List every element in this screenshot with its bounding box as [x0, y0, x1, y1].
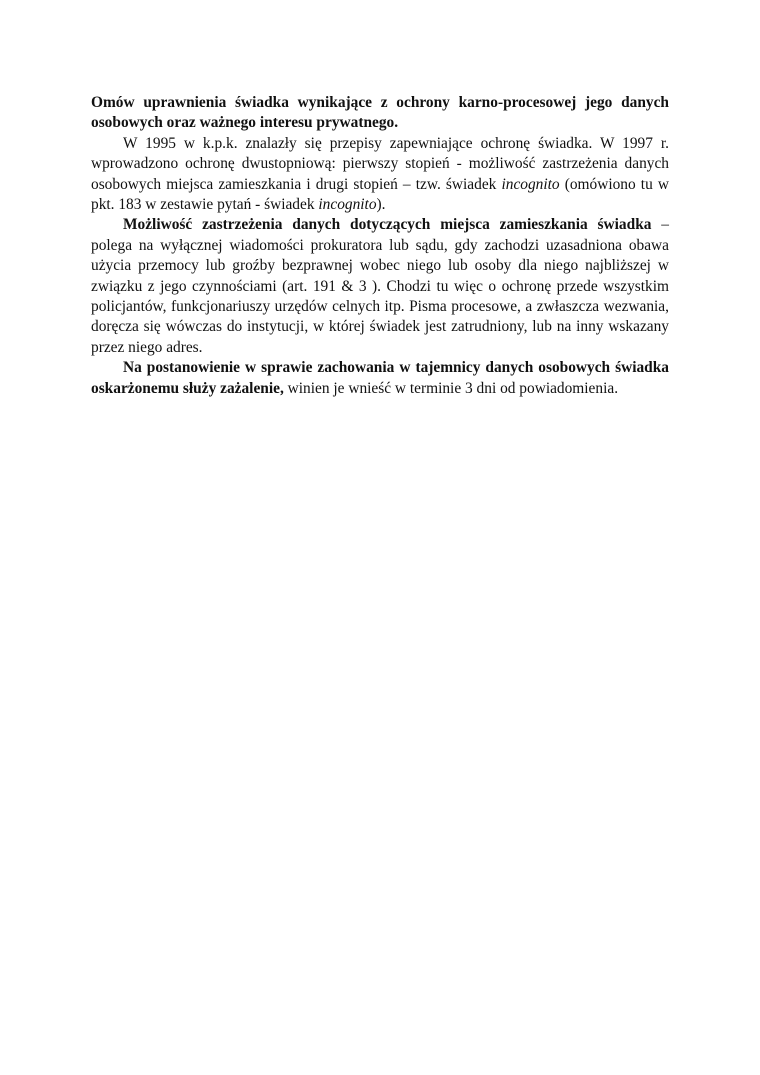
paragraph-history	[91, 134, 669, 216]
paragraph-text: – polega na wyłącznej wiadomości prokuratora lub sądu, gdy zachodzi uzasadniona obawa użycia przemocy lub groźby bezprawnej wobec niego lub osoby dla niego najbliższej w związku z jego czynnościami (art. 191 & 3 ). Chodzi tu więc o ochronę przede wszystkim policjantów, funkcjonariuszy urzędów celnych itp. Pisma procesowe, a zwłaszcza wezwania, doręcza się wówczas do instytucji, w której świadek jest zatrudniony, lub na inny wskazany przez niego adres.	[91, 216, 670, 356]
document-title: Omów uprawnienia świadka wynikające z ochrony karno-procesowej jego danych osobowych oraz ważnego interesu prywatnego.	[91, 94, 669, 132]
bold-heading: Na postanowienie w sprawie zachowania w tajemnicy danych osobowych świadka oskarżonemu służy zażalenie,	[91, 359, 669, 397]
italic-term: incognito	[318, 196, 377, 214]
paragraph-complaint	[91, 358, 669, 399]
paragraph-text: W 1995 w k.p.k. znalazły się przepisy zapewniające ochronę świadka. W 1997 r. wprowadzono ochronę dwustopniową: pierwszy stopień - możliwość zastrzeżenia danych osobowych miejsca zamieszkania i drugi stopień – tzw. świadek	[91, 134, 669, 193]
italic-term: incognito	[501, 175, 560, 193]
paragraph-text: winien je wnieść w terminie 3 dni od powiadomienia.	[283, 379, 619, 397]
bold-heading: Możliwość zastrzeżenia danych dotyczących miejsca zamieszkania świadka	[123, 216, 652, 234]
paragraph-text: ).	[376, 196, 386, 214]
paragraph-residence-protection	[91, 215, 669, 358]
document-body	[91, 93, 669, 399]
paragraph-text: (omówiono tu w pkt. 183 w zestawie pytań - świadek	[91, 175, 670, 214]
